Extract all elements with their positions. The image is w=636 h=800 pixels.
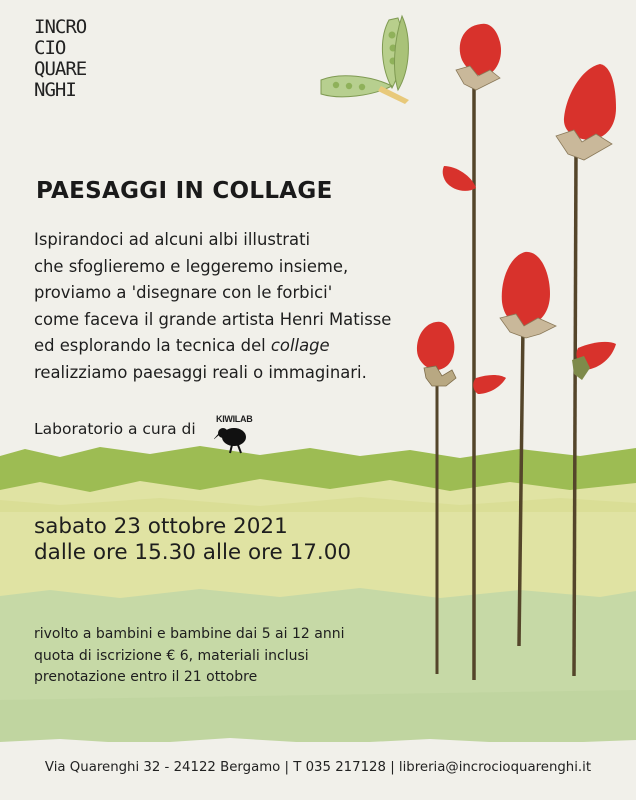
collage-emphasis: collage [270, 336, 330, 355]
description-line: come faceva il grande artista Henri Matisse [34, 309, 392, 329]
bookshop-logo [34, 17, 92, 109]
description-text: ed esplorando la tecnica del [34, 336, 271, 355]
logo-row: QUARE [34, 58, 87, 80]
description-line: proviamo a 'disegnare con le forbici' [34, 283, 333, 302]
strawberry-icon [417, 24, 616, 394]
logo-row: CIO [34, 37, 66, 59]
kiwilab-logo [214, 414, 258, 454]
description-line: Ispirandoci ad alcuni albi illustrati [34, 230, 311, 249]
event-description [34, 227, 434, 386]
description-line: che sfoglieremo e leggeremo insieme, [34, 256, 349, 276]
contact-footer: Via Quarenghi 32 - 24122 Bergamo | T 035 217128 | libreria@incrocioquarenghi.it [44, 760, 592, 775]
event-title: PAESAGGI IN COLLAGE [36, 178, 333, 204]
event-info [34, 624, 344, 689]
logo-row: INCRO [34, 16, 87, 38]
event-date [34, 514, 351, 566]
pea-pod-icon [321, 16, 409, 104]
workshop-credit: Laboratorio a cura di [34, 420, 196, 438]
info-line: quota di iscrizione € 6, materiali inclusi [34, 647, 309, 664]
info-line: prenotazione entro il 21 ottobre [34, 669, 258, 685]
event-day: sabato 23 ottobre 2021 [34, 514, 288, 539]
kiwi-bird-icon [214, 424, 258, 454]
info-line: rivolto a bambini e bambine dai 5 ai 12 anni [34, 626, 345, 642]
description-line: realizziamo paesaggi reali o immaginari. [34, 362, 367, 382]
logo-row: NGHI [34, 79, 76, 101]
description-line [34, 333, 434, 360]
event-time: dalle ore 15.30 alle ore 17.00 [34, 540, 352, 565]
kiwilab-label: KIWILAB [216, 414, 253, 424]
